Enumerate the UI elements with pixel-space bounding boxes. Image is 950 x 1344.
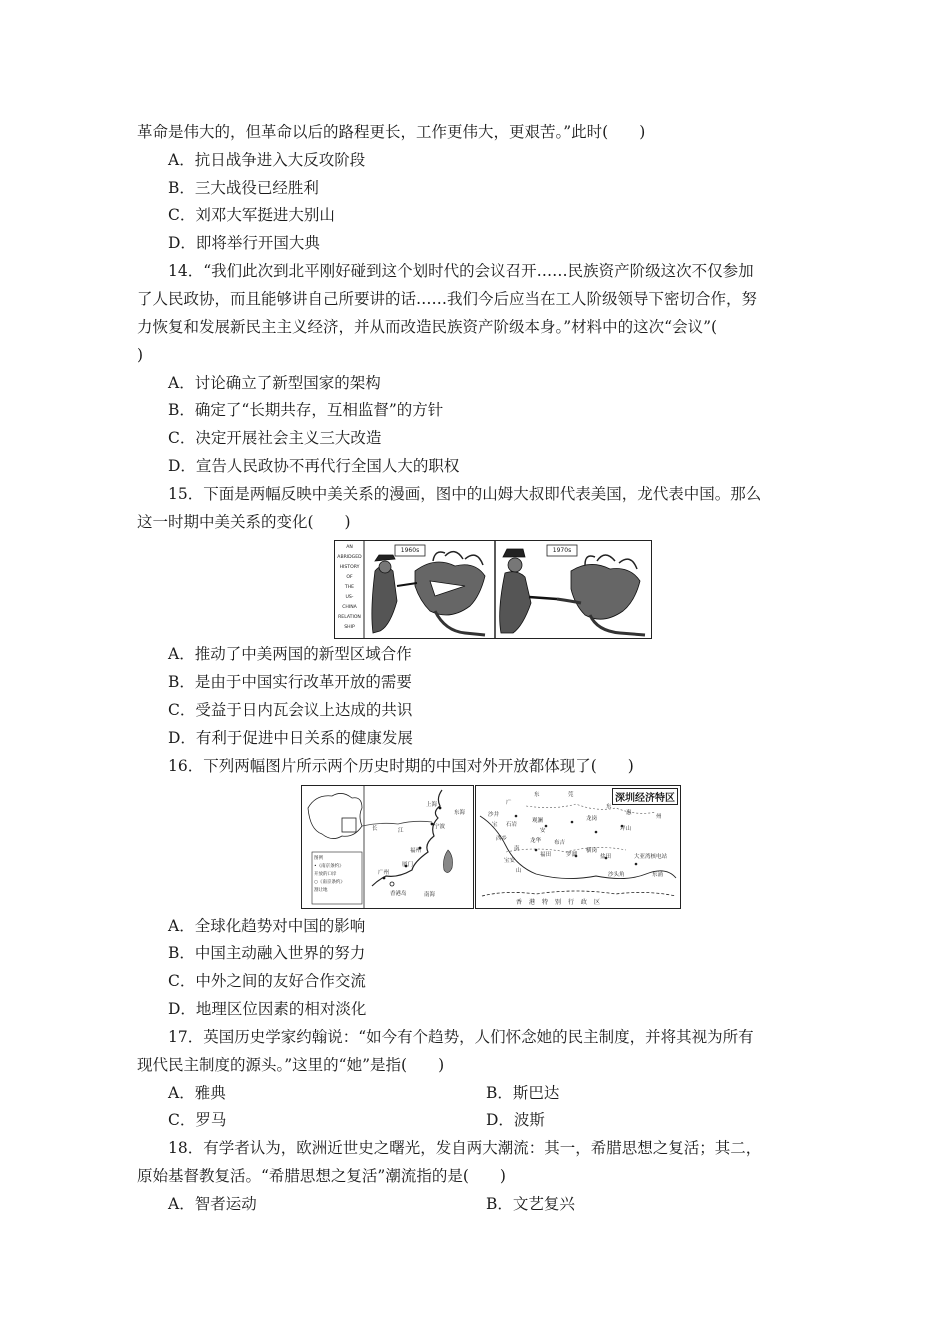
caption-word: RELATION (338, 615, 361, 620)
map-label-xiamen: 厦门 (402, 862, 414, 868)
q14-stem-line-3: 力恢复和发展新民主主义经济，并从而改造民族资产阶级本身。”材料中的这次“会议”( (137, 318, 718, 336)
q17-stem-line-1: 17．英国历史学家约翰说：“如今有个趋势，人们怀念她的民主制度，并将其视为所有 (168, 1028, 754, 1046)
caption-word: ABRIDGED (337, 555, 362, 560)
sez-label: 广 (506, 800, 512, 806)
sez-label: 宝安 (504, 858, 516, 864)
map-label-nanhai: 南海 (424, 892, 436, 898)
q14-stem-line-1: 14．“我们此次到北平刚好碰到这个划时代的会议召开……民族资产阶级这次不仅参加 (168, 262, 754, 280)
map-label-chang: 长 (372, 826, 378, 832)
sez-label: 观澜 (532, 818, 544, 824)
map-label-guangzhou: 广州 (378, 870, 390, 876)
sez-label: 莞 (568, 792, 574, 798)
sez-label: 东涌 (652, 872, 664, 878)
q15-stem-line-2: 这一时期中美关系的变化( ) (137, 513, 351, 531)
caption-word: AN (346, 545, 353, 550)
q16-option-c[interactable]: C．中外之间的友好合作交流 (168, 972, 366, 990)
q18-option-b[interactable]: B．文艺复兴 (486, 1195, 575, 1213)
sez-map-title: 深圳经济特区 (612, 788, 678, 805)
cartoon-side-caption (336, 543, 363, 633)
map-label-fuzhou: 福州 (410, 848, 422, 854)
sez-label: 石岩 (506, 822, 518, 828)
sez-label: 西乡 (496, 836, 508, 842)
q17-option-d[interactable]: D．波斯 (486, 1111, 545, 1129)
map-label-donghai: 东海 (454, 810, 466, 816)
q17-stem-line-2: 现代民主制度的源头。”这里的“她”是指( ) (137, 1056, 445, 1074)
cartoon-drawing (335, 541, 651, 638)
q17-option-b[interactable]: B．斯巴达 (486, 1084, 560, 1102)
map-label-jiang: 江 (398, 828, 404, 834)
sez-label: 宝 (492, 822, 498, 828)
q15-option-c[interactable]: C．受益于日内瓦会议上达成的共识 (168, 701, 413, 719)
q13-option-c[interactable]: C．刘邓大军挺进大别山 (168, 206, 335, 224)
treaty-map-legend (314, 855, 345, 895)
sez-label: 州 (656, 814, 662, 820)
q15-option-a[interactable]: A．推动了中美两国的新型区域合作 (168, 645, 412, 663)
sez-label: 大亚湾核电站 (634, 854, 668, 860)
q16-option-d[interactable]: D．地理区位因素的相对淡化 (168, 1000, 367, 1018)
caption-word: US- (345, 595, 354, 600)
sez-label: 盐田 (600, 854, 612, 860)
legend-title: 图例 (314, 856, 323, 861)
us-china-cartoon (334, 540, 652, 639)
q18-stem-line-1: 18．有学者认为，欧洲近世史之曙光，发自两大潮流：其一，希腊思想之复活；其二， (168, 1139, 762, 1157)
map-label-hongkong-island: 香港岛 (390, 891, 407, 897)
legend-item: •《南京条约》 (314, 864, 344, 869)
q13-option-d[interactable]: D．即将举行开国大典 (168, 234, 320, 252)
map-label-ningbo: 宁波 (434, 824, 446, 830)
q13-stem: 革命是伟大的，但革命以后的路程更长，工作更伟大，更艰苦。”此时( ) (137, 123, 646, 141)
cartoon-label-1970s: 1970s (552, 547, 572, 554)
q15-stem-line-1: 15．下面是两幅反映中美关系的漫画，图中的山姆大叔即代表美国，龙代表中国。那么 (168, 485, 762, 503)
sez-label: 坪山 (620, 826, 632, 832)
sez-label-hk-sar: 香港特别行政区 (516, 899, 608, 906)
q13-option-a[interactable]: A．抗日战争进入大反攻阶段 (168, 151, 366, 169)
map-label-shanghai: 上海 (426, 802, 438, 808)
q14-option-b[interactable]: B．确定了“长期共存，互相监督”的方针 (168, 401, 444, 419)
sez-label: 沙头角 (608, 872, 625, 878)
sez-label: 南 (514, 846, 520, 852)
q14-option-d[interactable]: D．宣告人民政协不再代行全国人大的职权 (168, 457, 460, 475)
nanjing-treaty-map (301, 785, 474, 909)
cartoon-label-1960s: 1960s (400, 547, 420, 554)
sez-label: 东 (606, 804, 612, 810)
sez-label: 东 (534, 792, 540, 798)
sez-label: 罗湖 (566, 852, 578, 858)
legend-item: 割让地 (314, 888, 328, 893)
sez-label: 横岗 (586, 848, 598, 854)
q13-option-b[interactable]: B．三大战役已经胜利 (168, 179, 319, 197)
q18-option-a[interactable]: A．智者运动 (168, 1195, 257, 1213)
legend-item: ○《南京条约》 (314, 880, 345, 885)
q17-option-c[interactable]: C．罗马 (168, 1111, 227, 1129)
legend-item: 开放的口岸 (314, 872, 337, 877)
q16-option-a[interactable]: A．全球化趋势对中国的影响 (168, 917, 366, 935)
sez-label: 布吉 (554, 840, 566, 846)
q14-option-a[interactable]: A．讨论确立了新型国家的架构 (168, 374, 381, 392)
q16-option-b[interactable]: B．中国主动融入世界的努力 (168, 944, 366, 962)
sez-label: 山 (516, 868, 522, 874)
q15-option-d[interactable]: D．有利于促进中日关系的健康发展 (168, 729, 413, 747)
caption-word: HISTORY (339, 565, 360, 570)
caption-word: SHIP (344, 625, 355, 630)
caption-word: THE (344, 585, 355, 590)
sez-label: 龙岗 (586, 816, 598, 822)
sez-label: 龙华 (530, 838, 542, 844)
sez-label: 惠 (626, 810, 632, 816)
q15-option-b[interactable]: B．是由于中国实行改革开放的需要 (168, 673, 412, 691)
q14-option-c[interactable]: C．决定开展社会主义三大改造 (168, 429, 382, 447)
q14-stem-line-2: 了人民政协，而且能够讲自己所要讲的话……我们今后应当在工人阶级领导下密切合作，努 (137, 290, 758, 308)
q16-stem: 16．下列两幅图片所示两个历史时期的中国对外开放都体现了( ) (168, 757, 634, 775)
q18-stem-line-2: 原始基督教复活。“希腊思想之复活”潮流指的是( ) (137, 1167, 506, 1185)
sez-label: 安 (540, 828, 546, 834)
q14-stem-line-4: ) (137, 346, 144, 364)
sez-label: 福田 (540, 852, 552, 858)
caption-word: OF (346, 575, 353, 580)
sez-label: 沙井 (488, 812, 500, 818)
q17-option-a[interactable]: A．雅典 (168, 1084, 226, 1102)
shenzhen-sez-map (475, 785, 681, 909)
caption-word: CHINA (342, 605, 357, 610)
